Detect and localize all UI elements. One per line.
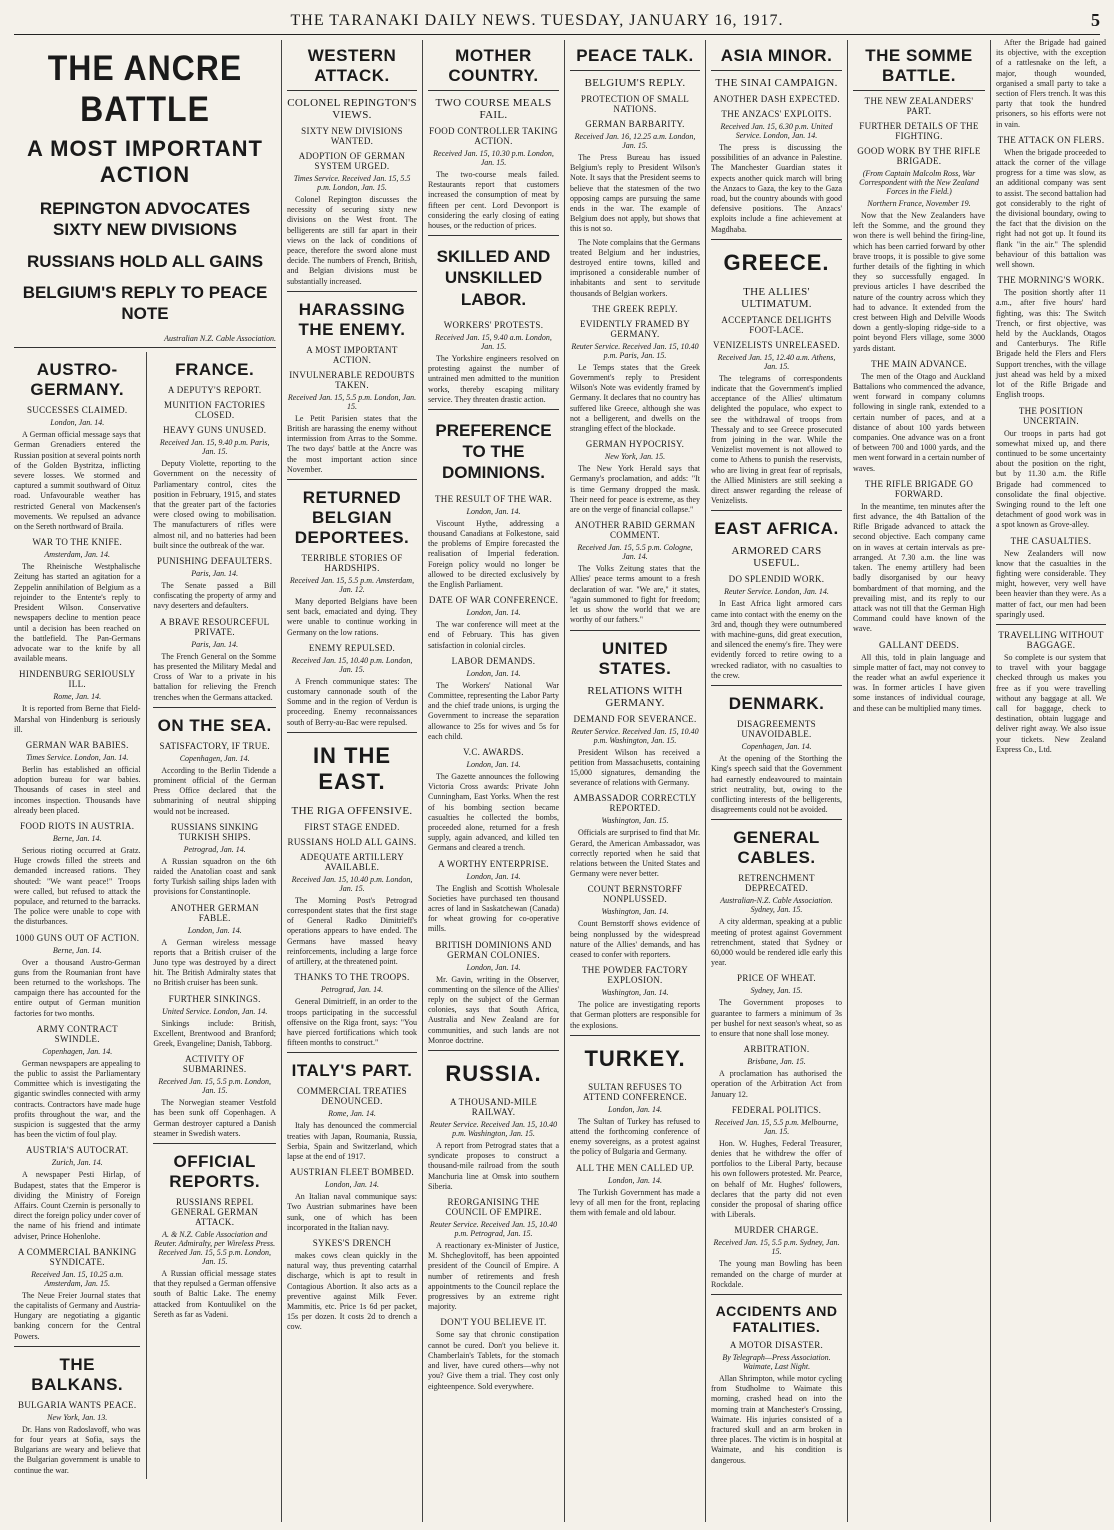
- dateline: Reuter Service. Received Jan. 15, 10.40 p.m. Petrograd, Jan. 15.: [429, 1220, 558, 1239]
- dateline: Berne, Jan. 14.: [52, 833, 102, 843]
- lead-subhead: A MOST IMPORTANT ACTION: [27, 136, 263, 187]
- subheading: THE POSITION UNCERTAIN.: [1018, 405, 1084, 426]
- article-text: The Government proposes to guarantee to farmers a minimum of 3s per bushel for next season's wheat, so as to ensure that none shall lose money.: [711, 998, 842, 1038]
- article-text: The Norwegian steamer Vestfold has been sunk off Copenhagen. A German destroyer captured a Danish steamer in Swedish waters.: [153, 1098, 276, 1138]
- article-text: Hon. W. Hughes, Federal Treasurer, denies that he withdrew the offer of portfolios to the Liberal Party, because his own followers protested. Mr. Pearce, on behalf of Mr. Hughes' followers, declares that the party did not even consider the proposal of sharing office with Liberals.: [711, 1138, 842, 1220]
- subheading: 1000 GUNS OUT OF ACTION.: [15, 932, 140, 943]
- article-text: All this, told in plain language and simple matter of fact, may not convey to the reader what an awful experience it was. In former articles I have given some instances of individual courage, and these can be multiplied many times.: [853, 652, 985, 713]
- subheading: FURTHER DETAILS OF THE FIGHTING.: [859, 121, 979, 141]
- dateline: Reuter Service. Received Jan. 15, 10.40 p.m. Washington, Jan. 15.: [429, 1120, 558, 1139]
- subheading: PRICE OF WHEAT.: [737, 973, 816, 984]
- article-text: At the opening of the Storthing the King's speech said that the Government had earnestly endeavoured to maintain strict neutrality, but, owing to the conflicting interests of the belligerents, disagreements could not be avoided.: [711, 754, 842, 815]
- article-text: The two-course meals failed. Restaurants report that customers increased the consumption of meat by fifteen per cent. Lord Devonport is considering the early closing of eating houses, or the reduction of prices.: [428, 170, 559, 231]
- subheading: THE POWDER FACTORY EXPLOSION.: [581, 965, 689, 986]
- section-heading: IN THE EAST.: [312, 742, 392, 794]
- subheading: BULGARIA WANTS PEACE.: [18, 1399, 137, 1410]
- subheading: ALL THE MEN CALLED UP.: [575, 1162, 695, 1173]
- subheading: MURDER CHARGE.: [734, 1225, 819, 1236]
- subheading: REORGANISING THE COUNCIL OF EMPIRE.: [445, 1197, 542, 1218]
- lead-subhead: BELGIUM'S REPLY TO PEACE NOTE: [22, 282, 268, 323]
- subheading: A WORTHY ENTERPRISE.: [438, 858, 549, 869]
- subheading: DO SPLENDID WORK.: [728, 574, 825, 585]
- section-heading: RETURNED BELGIAN DEPORTEES.: [294, 488, 410, 548]
- dateline: Washington, Jan. 15.: [601, 816, 669, 826]
- subheading: ANOTHER GERMAN FABLE.: [170, 902, 259, 923]
- article-text: Allan Shrimpton, while motor cycling from Studholme to Waimate this morning, crashed head on into the morning train at Manchester's Crossing, Waimate. His injuries consisted of a fractured skull and an arm broken in three places. The victim is in hospital at Waimate, and his condition is dangerous.: [711, 1373, 842, 1465]
- subheading: RUSSIANS SINKING TURKISH SHIPS.: [170, 821, 259, 842]
- article-text: A city alderman, speaking at a public meeting of protest against Government retrenchment, stated that Sydney or 60,000 would be rendered idle early this year.: [711, 917, 842, 968]
- article-text: The Gazette announces the following Victoria Cross awards: Private John Cunningham, East Yorks. When the rest of his bombing section became casualties he collected the bombs, proceeded alone, returned for a fresh supply, again advanced, and killed ten Germans and cleared a trench.: [428, 771, 559, 853]
- dateline: New York, Jan. 13.: [47, 1412, 108, 1422]
- dateline: Copenhagen, Jan. 14.: [741, 742, 812, 752]
- subheading: FEDERAL POLITICS.: [731, 1104, 822, 1115]
- dateline: Zurich, Jan. 14.: [51, 1158, 103, 1168]
- article-text: The Sultan of Turkey has refused to attend the forthcoming conference of enemy sovereigns, as a protest against the policy of Bulgaria and Germany.: [570, 1116, 700, 1157]
- section-heading: OFFICIAL REPORTS.: [169, 1151, 261, 1191]
- subheading: FOOD CONTROLLER TAKING ACTION.: [429, 126, 558, 146]
- article-text: The Volks Zeitung states that the Allies' peace terms amount to a fresh declaration of war. "We are," it states, "again summoned to fight for freedom; let us show the world that we are worthy of our fathers.": [570, 564, 700, 625]
- dateline: Received Jan. 15, 10.40 p.m. London, Jan. 15.: [291, 874, 413, 893]
- column-peace-talk: [566, 38, 704, 1524]
- article-text: A French communique states: The customary cannonade south of the Somme and in the region of Verdun is proceeding. Enemy reconnaissances south of Berry-au-Bac were repulsed.: [287, 676, 417, 727]
- section-heading: ON THE SEA.: [157, 715, 272, 735]
- article-text: Colonel Repington discusses the necessity of securing sixty new divisions on the West front. The belligerents are still far apart in their views on the lack of conditions of peace, therefore the sword alone must decide. The numbers of French, British, and Belgian divisions must be substantially increased.: [287, 195, 417, 286]
- subheading: SATISFACTORY, IF TRUE.: [159, 740, 270, 751]
- subheading: THE ANZACS' EXPLOITS.: [721, 109, 832, 119]
- subheading: SULTAN REFUSES TO ATTEND CONFERENCE.: [583, 1081, 687, 1102]
- article-text: The telegrams of correspondents indicate that the Government's implied acceptance of the Allies' ultimatum delighted the populace, who expect to see the withdrawal of troops from Thessaly and to see Greece prosecuted from joining in the war. While the Venizelist movement is not allowed to come to Athens to punish the reservists, who are living in great fear of reprisals, the Allied Ministers are still seeking a direct answer regarding the release of Venizelists.: [711, 373, 842, 506]
- advert-text: So complete is our system that to travel with your baggage checked through us makes you free as if you were travelling without any baggage at all. We call for baggage, check to destination, obtain luggage and deliver right away. We also issue your tickets. New Zealand Express Co., Ltd.: [996, 652, 1106, 754]
- dateline: Reuter Service. London, Jan. 14.: [724, 587, 829, 597]
- subcolumn-left: [14, 352, 140, 1479]
- article-text: Mr. Gavin, writing in the Observer, commenting on the silence of the Allies' reply on the subject of the German colonies, says that South Africa, Australia and New Zealand are for communities, and such lands are not Monroe doctrine.: [428, 974, 559, 1045]
- dateline: London, Jan. 14.: [466, 506, 521, 516]
- article-text: A Russian squadron on the 6th raided the Anatolian coast and sank forty Turkish sailing ships laden with provisions for Constantinople.: [153, 856, 276, 897]
- article-text: In East Africa light armored cars came into contact with the enemy on the 3rd and, though they were outnumbered with machine-guns, did great execution, and silenced the enemy's fire. They were evidently forced to retire owing to a wrecked radiator, with no casualties to the crew.: [711, 599, 842, 680]
- dateline: London, Jan. 14.: [466, 871, 521, 881]
- article-text: The Senate passed a Bill confiscating the property of army and navy deserters and defaulters.: [153, 581, 276, 611]
- masthead: [14, 8, 1100, 35]
- subheading: THE RESULT OF THE WAR.: [434, 493, 553, 504]
- section-heading: ACCIDENTS AND FATALITIES.: [715, 1302, 838, 1335]
- subheading: PROTECTION OF SMALL NATIONS.: [580, 94, 690, 114]
- subheading: V.C. AWARDS.: [463, 746, 524, 757]
- article-text: It is reported from Berne that Field-Marshal von Hindenburg is seriously ill.: [14, 704, 141, 734]
- subheading: FURTHER SINKINGS.: [168, 993, 261, 1004]
- dateline: Copenhagen, Jan. 14.: [179, 753, 250, 763]
- dateline: Reuter Service. Received Jan. 15, 10.40 p.m. Washington, Jan. 15.: [571, 726, 699, 745]
- subheading: GERMAN WAR BABIES.: [25, 739, 129, 750]
- article-text: The Press Bureau has issued Belgium's reply to President Wilson's Note. It says that the President seems to believe that the statesmen of the two opposing camps are pursuing the same ends in the war. The example of Belgium does not apply, but shows that this is not so.: [570, 153, 700, 234]
- subheading: THE CASUALTIES.: [1010, 535, 1092, 546]
- dateline: Received Jan. 15, 5.5 p.m. Melbourne, Jan. 15.: [714, 1117, 839, 1136]
- agency-credit: Australian N.Z. Cable Association.: [164, 334, 276, 344]
- dateline: London, Jan. 14.: [466, 668, 521, 678]
- column-rule: [564, 40, 565, 1522]
- subheading: ARMORED CARS USEFUL.: [731, 545, 822, 570]
- subheading: A THOUSAND-MILE RAILWAY.: [449, 1097, 538, 1118]
- subheading: DISAGREEMENTS UNAVOIDABLE.: [737, 719, 816, 740]
- column-somme-battle: [849, 38, 989, 1524]
- advert-text: Some say that chronic constipation cannot be cured. Don't you believe it. Chamberlain's Tablets, for the stomach and liver, have cured others—why not you? Give them a trial. They cost only eighteenpence. Sold everywhere.: [428, 1330, 559, 1391]
- subheading: THE SINAI CAMPAIGN.: [715, 77, 838, 89]
- article-text: Viscount Hythe, addressing a thousand Canadians at Folkestone, said the problems of Empire forecasted the realisation of Imperial federation. Foreign policy would no longer be allowed to be directed exclusively by the English Parliament.: [428, 518, 559, 589]
- section-heading: PREFERENCE TO THE DOMINIONS.: [435, 420, 552, 483]
- subheading: RELATIONS WITH GERMANY.: [587, 684, 683, 709]
- subheading: AUSTRIAN FLEET BOMBED.: [289, 1167, 415, 1178]
- advert-heading: SYKES'S DRENCH: [312, 1237, 392, 1248]
- article-text: A proclamation has authorised the operation of the Arbitration Act from January 12.: [711, 1069, 842, 1099]
- section-heading: EAST AFRICA.: [714, 519, 839, 539]
- subheading: THE NEW ZEALANDERS' PART.: [864, 96, 974, 116]
- section-heading: UNITED STATES.: [598, 638, 672, 678]
- subheading: A COMMERCIAL BANKING SYNDICATE.: [17, 1246, 137, 1267]
- subheading: SUCCESSES CLAIMED.: [27, 405, 128, 416]
- dateline: United Service. London, Jan. 14.: [162, 1006, 268, 1016]
- subheading: ADOPTION OF GERMAN SYSTEM URGED.: [298, 151, 406, 171]
- subheading: THANKS TO THE TROOPS.: [294, 972, 410, 983]
- subheading: BRITISH DOMINIONS AND GERMAN COLONIES.: [435, 939, 552, 960]
- dateline: Australian-N.Z. Cable Association. Sydney, Jan. 15.: [720, 896, 833, 915]
- dateline: New York, Jan. 15.: [604, 452, 666, 462]
- article-text: Our troops in parts had got somewhat mixed up, and there continued to be some uncertainty about the position on the right, but by 11.30 a.m. the Rifle Brigade had commenced to consolidate the final objective. Swinging round to the left one detachment of good work was in a spot known as Grove-alley.: [996, 428, 1106, 530]
- dateline: Received Jan. 15, 9.40 a.m. London, Jan. 15.: [435, 332, 552, 351]
- subheading: RETRENCHMENT DEPRECATED.: [738, 873, 815, 894]
- article-text: Sinkings include: British, Excellent, Brentwood and Branford; Greek, Evangeline; Danish, Tabborg.: [153, 1018, 276, 1048]
- article-text: Count Bernstorff shows evidence of being nonplussed by the widespread nature of the Allies' demands, and has ceased to confer with reporters.: [570, 919, 700, 959]
- article-text: A Russian official message states that they repulsed a German offensive south of Baltic Lake. The enemy attacked from Kontuulikel on the Sereth as far as Vadeni.: [153, 1268, 276, 1319]
- section-heading: MOTHER COUNTRY.: [448, 46, 539, 85]
- subheading: GALLANT DEEDS.: [878, 639, 960, 650]
- article-text: The press is discussing the possibilities of an advance in Palestine. The Manchester Guardian states it expects another quick march will bring the Anzacs to Gaza, the key to the Gaza road, but the country abounds with good defensive positions. The Anzacs' exploits include a fine achievement at Magdhaba.: [711, 143, 842, 234]
- dateline: Berne, Jan. 14.: [52, 945, 102, 955]
- article-text: A reactionary ex-Minister of Justice, M. Shcheglovitoff, has been appointed president of the Council of Empire. A number of retirements and fresh appointments to the Council replace the progressives by an extreme right majority.: [428, 1241, 559, 1312]
- article-text: Many deported Belgians have been sent back, emaciated and dying. They were unable to continue working in Germany on the low rations.: [287, 597, 417, 637]
- dateline: London, Jan. 14.: [466, 608, 521, 618]
- byline: (From Captain Malcolm Ross, War Correspondent with the New Zealand Forces in the Field.): [859, 169, 979, 196]
- subheading: DEMAND FOR SEVERANCE.: [573, 713, 697, 724]
- dateline: Paris, Jan. 14.: [191, 569, 239, 579]
- dateline: Petrograd, Jan. 14.: [320, 985, 384, 995]
- section-heading: WESTERN ATTACK.: [307, 46, 397, 85]
- advert-text: makes cows clean quickly in the natural way, thus preventing catarrhal discharge, which is apt to result in Contagious Abortion. It also acts as a preventive against Milk Fever. Mammitis, etc. Price 1s 6d per packet, 15s per dozen. It costs 2d to drench a cow.: [287, 1250, 417, 1332]
- dateline: Received Jan. 15, 6.30 p.m. United Service. London, Jan. 14.: [720, 122, 833, 140]
- subheading: THE GREEK REPLY.: [592, 303, 678, 314]
- section-heading: THE BALKANS.: [31, 1354, 124, 1394]
- article-text: Officials are surprised to find that Mr. Gerard, the American Ambassador, was correctly reported when he said that relations between the United States and Germany were never better.: [570, 828, 700, 879]
- article-text: The men of the Otago and Auckland Battalions who commenced the advance, went forward in company columns following in single rank, extended to a certain number of paces, and at a distance of about 100 yards between companies. One advance was on a front of between 700 and 1000 yards, and the men went forward in a certain number of waves.: [853, 371, 985, 473]
- subheading: COUNT BERNSTORFF NONPLUSSED.: [587, 884, 683, 905]
- advert-heading: DON'T YOU BELIEVE IT.: [440, 1317, 547, 1328]
- dateline: By Telegraph—Press Association. Waimate, Last Night.: [722, 1352, 831, 1371]
- dateline: Washington, Jan. 14.: [601, 988, 669, 998]
- dateline: Received Jan. 15, 5.5 p.m. London, Jan. 15.: [158, 1077, 272, 1096]
- article-text: German newspapers are appealing to the public to assist the Parliamentary Committee which is investigating the gigantic swindles connected with army contracts. Contractors have made huge profits throughout the war, and the suspicion is suggested that the army has been the victim of foul play.: [14, 1058, 141, 1140]
- subheading: WORKERS' PROTESTS.: [443, 319, 544, 330]
- article-text: Berlin has established an official adoption bureau for war babies. Thousands of cases in steel and incomes inspection. Thousands have already been placed.: [14, 764, 141, 815]
- article-text: Le Temps states that the Greek Government's reply to President Wilson's Note was evidently framed by Germany. It declares that no country has suffered like Greece, although she was not a belligerent, and dwells on the strangling effect of the blockade.: [570, 362, 700, 434]
- subheading: MUNITION FACTORIES CLOSED.: [164, 400, 266, 421]
- subheading: GERMAN HYPOCRISY.: [585, 439, 685, 450]
- section-heading: ITALY'S PART.: [291, 1061, 413, 1081]
- article-text: The young man Bowling has been remanded on the charge of murder at Rockdale.: [711, 1259, 842, 1289]
- lead-subhead: REPINGTON ADVOCATES SIXTY NEW DIVISIONS: [39, 199, 251, 240]
- section-heading: GENERAL CABLES.: [733, 828, 820, 868]
- subheading: INVULNERABLE REDOUBTS TAKEN.: [289, 369, 415, 390]
- subheading: GOOD WORK BY THE RIFLE BRIGADE.: [857, 146, 981, 166]
- dateline: Brisbane, Jan. 15.: [747, 1057, 806, 1067]
- subheading: HINDENBURG SERIOUSLY ILL.: [19, 669, 136, 690]
- dateline: Times Service. London, Jan. 14.: [26, 752, 129, 762]
- dateline: Received Jan. 15, 12.40 a.m. Athens, Jan. 15.: [717, 352, 836, 371]
- subheading: RUSSIANS REPEL GENERAL GERMAN ATTACK.: [171, 1196, 259, 1227]
- column-somme-continued: [992, 38, 1110, 1524]
- column-asia-minor: [707, 38, 846, 1524]
- article-text: The Turkish Government has made a levy of all men for the front, replacing them with female and old labour.: [570, 1187, 700, 1217]
- advert-heading: TRAVELLING WITHOUT BAGGAGE.: [998, 629, 1104, 650]
- dateline: Received Jan. 15, 9.40 p.m. Paris, Jan. 15.: [159, 438, 270, 457]
- article-text: The Yorkshire engineers resolved on protesting against the number of untrained men admitted to the munition works, thereby escaping military service. They threaten drastic action.: [428, 353, 559, 404]
- subheading: TWO COURSE MEALS FAIL.: [435, 97, 552, 121]
- dateline: Received Jan. 15, 10.40 p.m. London, Jan. 15.: [291, 655, 413, 674]
- dateline: Received Jan. 16, 12.25 a.m. London, Jan. 15.: [574, 132, 696, 150]
- section-heading: THE SOMME BATTLE.: [865, 46, 973, 85]
- section-heading: AUSTRO-GERMANY.: [30, 360, 125, 400]
- dateline: Copenhagen, Jan. 14.: [42, 1046, 113, 1056]
- subheading: AMBASSADOR CORRECTLY REPORTED.: [573, 793, 697, 814]
- subheading: ADEQUATE ARTILLERY AVAILABLE.: [299, 851, 405, 872]
- article-text: General Dimitrieff, in an order to the troops participating in the successful offensive on the Riga front, says: "You have pierced fortifications which took fifteen months to construct.": [287, 997, 417, 1048]
- dateline: Rome, Jan. 14.: [328, 1109, 376, 1119]
- subheading: ARMY CONTRACT SWINDLE.: [36, 1023, 118, 1044]
- dateline: London, Jan. 14.: [466, 759, 521, 769]
- section-heading: ASIA MINOR.: [720, 46, 833, 65]
- article-text: Serious rioting occurred at Gratz. Huge crowds filled the streets and demanded increased rations. They shouted: "We want peace!" Troops were called, but refused to attack the populace, and returned to the barracks. The police were unable to cope with the disturbances.: [14, 845, 141, 927]
- article-text: The Workers' National War Committee, representing the Labor Party and the chief trade unions, is urging the Government to increase the separation allowance to 25s for wives and 5s for each child.: [428, 680, 559, 741]
- dateline: Amsterdam, Jan. 14.: [44, 550, 111, 560]
- dateline: Washington, Jan. 14.: [601, 907, 669, 917]
- dateline: A. & N.Z. Cable Association and Reuter. Admiralty, per Wireless Press. Received Jan. 15, 5.5 p.m. London, Jan. 15.: [154, 1229, 276, 1266]
- subheading: THE MORNING'S WORK.: [997, 275, 1105, 286]
- section-heading: PEACE TALK.: [576, 46, 694, 65]
- subheading: THE ALLIES' ULTIMATUM.: [741, 285, 812, 310]
- dateline: Paris, Jan. 14.: [191, 639, 239, 649]
- subheading: FOOD RIOTS IN AUSTRIA.: [20, 820, 135, 831]
- subheading: AUSTRIA'S AUTOCRAT.: [25, 1145, 129, 1156]
- subheading: A MOTOR DISASTER.: [729, 1339, 824, 1350]
- column-rule: [705, 40, 706, 1522]
- subheading: ACCEPTANCE DELIGHTS FOOT-LACE.: [721, 314, 832, 335]
- article-text: After the Brigade had gained its objective, with the exception of a rattlesnake on the left, a major, though wounded, organised a small party to take a section of Flers trench. It was this party that took the hundred prisoners, so his efforts were not in vain.: [996, 38, 1106, 129]
- article-text: The position shortly after 11 a.m., after five hours' hard fighting, was this: The Switch Trench, or first objective, was held by the Aucklands, Otagos and Canterburys. The Rifle Brigade held the Flers and Flers Support trenches, with the village just ahead was held by a mixed lot of the Rifle Brigade and English troops.: [996, 288, 1106, 400]
- dateline: Received Jan. 15, 5.5 p.m. Cologne, Jan. 14.: [577, 543, 693, 562]
- column-rule: [990, 40, 991, 1522]
- subheading: ANOTHER DASH EXPECTED.: [713, 94, 840, 104]
- subheading: GERMAN BARBARITY.: [585, 119, 685, 129]
- subheading: THE MAIN ADVANCE.: [871, 358, 967, 369]
- section-heading: RUSSIA.: [445, 1061, 542, 1087]
- subheading: COMMERCIAL TREATIES DENOUNCED.: [297, 1086, 407, 1107]
- article-text: According to the Berlin Tidende a prominent official of the German Press Office declared that the submarining of neutral shipping would not be increased.: [153, 765, 276, 816]
- article-text: The Morning Post's Petrograd correspondent states that the first stage of General Radko Dimitrieff's operations appears to have ended. The Germans have massed heavy reinforcements, including a large force of artillery, at the threatened point.: [287, 895, 417, 967]
- article-text: An Italian naval communique says: Two Austrian submarines have been sunk, one of which has been incorporated in the Italian navy.: [287, 1192, 417, 1232]
- column-rule: [281, 40, 282, 1522]
- subheading: RUSSIANS HOLD ALL GAINS.: [287, 836, 417, 847]
- dateline: Received Jan. 15, 10.30 p.m. London, Jan. 15.: [433, 149, 554, 167]
- subheading: TERRIBLE STORIES OF HARDSHIPS.: [301, 553, 403, 574]
- article-text: A German wireless message reports that a British cruiser of the Juno type was destroyed by a direct hit. The British Admiralty states that no British cruiser has been sunk.: [153, 937, 276, 988]
- subheading: HEAVY GUNS UNUSED.: [163, 425, 267, 436]
- article-text: New Zealanders will now know that the casualties in the fighting were considerable. They might, however, very well have been heavier than they were. As a matter of fact, our men had been sparingly used.: [996, 548, 1106, 619]
- article-text: A report from Petrograd states that a syndicate proposes to construct a thousand-mile railroad from the south Manchuria line at Omsk into southern Siberia.: [428, 1141, 559, 1191]
- section-heading: TURKEY.: [584, 1045, 686, 1071]
- section-heading: SKILLED AND UNSKILLED LABOR.: [436, 247, 551, 309]
- article-text: The war conference will meet at the end of February. This has given satisfaction in colonial circles.: [428, 620, 559, 650]
- section-heading: FRANCE.: [175, 360, 255, 380]
- article-text: Deputy Violette, reporting to the Government on the necessity of Parliamentary control, cites the position in February, 1915, and states that the greater part of the factories were closed owing to mobilisation. The manufacturers of rifles were almost nil, and no batteries had been built since the outbreak of the war.: [153, 459, 276, 550]
- article-text: Over a thousand Austro-German guns from the Roumanian front have been returned to the workshops. The campaign there has accounted for the entire output of German munition factories for two months.: [14, 957, 141, 1018]
- subheading: BELGIUM'S REPLY.: [584, 77, 686, 89]
- article-text: When the brigade proceeded to attack the corner of the village progress for a time was slow, as an additional company was sent to assist. The second battalion had got considerably to the right of the divisional boundary, owing to the fact that the division on the right had not got up. It found its flank "in the air." The splendid behaviour of this battalion was well shown.: [996, 147, 1106, 270]
- article-text: The Rheinische Westphalische Zeitung has started an agitation for a Zeppelin annihilation of Belgium as a rejoinder to the Entente's reply to President Wilson. Conservative newspapers decline to mention peace until a decision has been reached on the battlefield. The Pan-Germans advocate war to the knife by all available means.: [14, 562, 141, 664]
- dateline: Received Jan. 15, 5.5 p.m. London, Jan. 15.: [287, 392, 417, 411]
- subheading: THE RIGA OFFENSIVE.: [291, 804, 413, 817]
- subheading: PUNISHING DEFAULTERS.: [157, 556, 273, 567]
- subheading: EVIDENTLY FRAMED BY GERMANY.: [580, 318, 690, 339]
- dateline: London, Jan. 14.: [466, 962, 521, 972]
- column-rule: [847, 40, 848, 1522]
- article-text: Dr. Hans von Radoslavoff, who was for four years at Sofia, says the Bulgarians are weary and believe that the Bulgarian government is unable to continue the war.: [14, 1424, 141, 1475]
- article-text: The Neue Freier Journal states that the capitalists of Germany and Austria-Hungary are negotiating a gigantic banking concern for the Central Powers.: [14, 1290, 141, 1341]
- column-rule: [422, 40, 423, 1522]
- subheading: ARBITRATION.: [743, 1044, 810, 1055]
- newspaper-title: THE TARANAKI DAILY NEWS. TUESDAY, JANUARY 16, 1917.: [290, 12, 784, 29]
- article-text: The English and Scottish Wholesale Societies have purchased ten thousand acres of land in Saskatchewan (Canada) for wheat growing for co-operative mills.: [428, 883, 559, 934]
- lead-column: [10, 38, 280, 1524]
- section-heading: HARASSING THE ENEMY.: [298, 299, 406, 339]
- dateline: Reuter Service. Received Jan. 15, 10.40 p.m. Paris, Jan. 15.: [571, 341, 699, 360]
- subheading: SIXTY NEW DIVISIONS WANTED.: [301, 126, 403, 146]
- subheading: WAR TO THE KNIFE.: [32, 537, 123, 548]
- dateline: Received Jan. 15, 10.25 a.m. Amsterdam, Jan. 15.: [31, 1269, 124, 1288]
- article-text: Now that the New Zealanders have left the Somme, and the ground they won there is well behind the firing-line, which has been carried forward by other brave troops, it is possible to give some further details of the fighting in which they so successfully engaged. In previous articles I have described the nature of the country across which they had to advance. It extended from the crest between High and Delville Woods down a gently-sloping ridge-side to a point beyond Flers village, some 3000 yards distant.: [853, 211, 985, 353]
- dateline: Northern France, November 19.: [867, 199, 971, 208]
- subheading: THE RIFLE BRIGADE GO FORWARD.: [864, 478, 974, 499]
- subheading: A BRAVE RESOURCEFUL PRIVATE.: [159, 616, 270, 637]
- article-text: The Note complains that the Germans treated Belgium and her industries, destroyed entire towns, killed and imprisoned a considerable number of inhabitants and sent to servitude thousands of Belgian workers.: [570, 237, 700, 298]
- dateline: London, Jan. 14.: [325, 1180, 379, 1190]
- article-text: The police are investigating reports that German plotters are responsible for the explosions.: [570, 1000, 700, 1030]
- subheading: ENEMY REPULSED.: [308, 642, 396, 653]
- page-number: 5: [1091, 10, 1100, 30]
- dateline: Sydney, Jan. 15.: [750, 986, 803, 996]
- article-text: A German official message says that German Grenadiers entered the Russian position at several points north of the Golden Bystritza, inflicting severe losses. We stormed and captured a summit southward of Oituz road. Unfavourable weather has restricted General von Mackensen's movements. We repulsed an advance on the Sereth northward of Braila.: [14, 430, 141, 532]
- subheading: THE ATTACK ON FLERS.: [997, 134, 1105, 145]
- lead-headline: THE ANCRE BATTLE: [47, 48, 243, 129]
- dateline: London, Jan. 14.: [608, 1104, 662, 1114]
- column-mother-country: [424, 38, 563, 1524]
- subheading: A MOST IMPORTANT ACTION.: [306, 344, 398, 365]
- article-text: A newspaper Pesti Hirlap, of Budapest, states that the Emperor is dividing the Ministry of Foreign Affairs. Count Czernin is personally to direct the foreign policy under cover of the name of his friend and intimate adviser, Prince Hohenlohe.: [14, 1170, 141, 1241]
- dateline: London, Jan. 14.: [50, 418, 105, 428]
- article-text: The New York Herald says that Germany's proclamation, and adds: "It is time Germany dropped the mask. Their need for peace is extreme, as they are on the verge of financial collapse.": [570, 464, 700, 515]
- subheading: FIRST STAGE ENDED.: [304, 821, 400, 832]
- dateline: Received Jan. 15, 5.5 p.m. Sydney, Jan. 15.: [713, 1238, 840, 1257]
- article-text: Le Petit Parisien states that the British are harassing the enemy without intermission from Arras to the Somme. The two days' battle at the Ancre was the most important action since November.: [287, 413, 417, 474]
- dateline: Rome, Jan. 14.: [53, 692, 102, 702]
- subheading: ANOTHER RABID GERMAN COMMENT.: [574, 520, 696, 541]
- subheading: ACTIVITY OF SUBMARINES.: [182, 1054, 247, 1075]
- dateline: London, Jan. 14.: [608, 1175, 662, 1185]
- article-text: Italy has denounced the commercial treaties with Japan, Roumania, Russia, Serbia, Spain and Switzerland, which lapse at the end of 1917.: [287, 1121, 417, 1161]
- subcolumn-right: [153, 352, 276, 1479]
- lead-subhead: RUSSIANS HOLD ALL GAINS: [26, 251, 264, 271]
- subheading: LABOR DEMANDS.: [451, 655, 536, 666]
- dateline: London, Jan. 14.: [187, 925, 242, 935]
- subheading: DATE OF WAR CONFERENCE.: [428, 595, 559, 606]
- article-text: President Wilson has received a petition from Massachusetts, containing 15,000 signatures, demanding the severance of relations with Germany.: [570, 747, 700, 788]
- subheading: COLONEL REPINGTON'S VIEWS.: [287, 97, 417, 121]
- section-heading: GREECE.: [723, 249, 830, 275]
- subheading: A DEPUTY'S REPORT.: [167, 385, 262, 396]
- section-heading: DENMARK.: [728, 694, 825, 714]
- dateline: Received Jan. 15, 5.5 p.m. Amsterdam, Jan. 12.: [289, 576, 415, 595]
- dateline: Petrograd, Jan. 14.: [183, 844, 246, 854]
- subheading: VENIZELISTS UNRELEASED.: [713, 339, 840, 350]
- dateline: Times Service. Received Jan. 15, 5.5 p.m. London, Jan. 15.: [293, 174, 411, 192]
- article-text: In the meantime, ten minutes after the first advance, the 4th Battalion of the Rifle Brigade advanced to attack the second objective. Each company came on in waves at certain intervals as pre-arranged. At 7.30 a.m. the line was taken. The enemy artillery had been badly disorganised by our heavy bombardment of that morning, and the prevailing mist, and its reply to our attack was not till that the German High Command could have known of the wave.: [853, 501, 985, 634]
- article-text: The French General on the Somme has presented the Military Medal and Cross of War to a private in his battalion for relieving the French trenches when the Germans attacked.: [153, 651, 276, 702]
- column-western-attack: [283, 38, 421, 1524]
